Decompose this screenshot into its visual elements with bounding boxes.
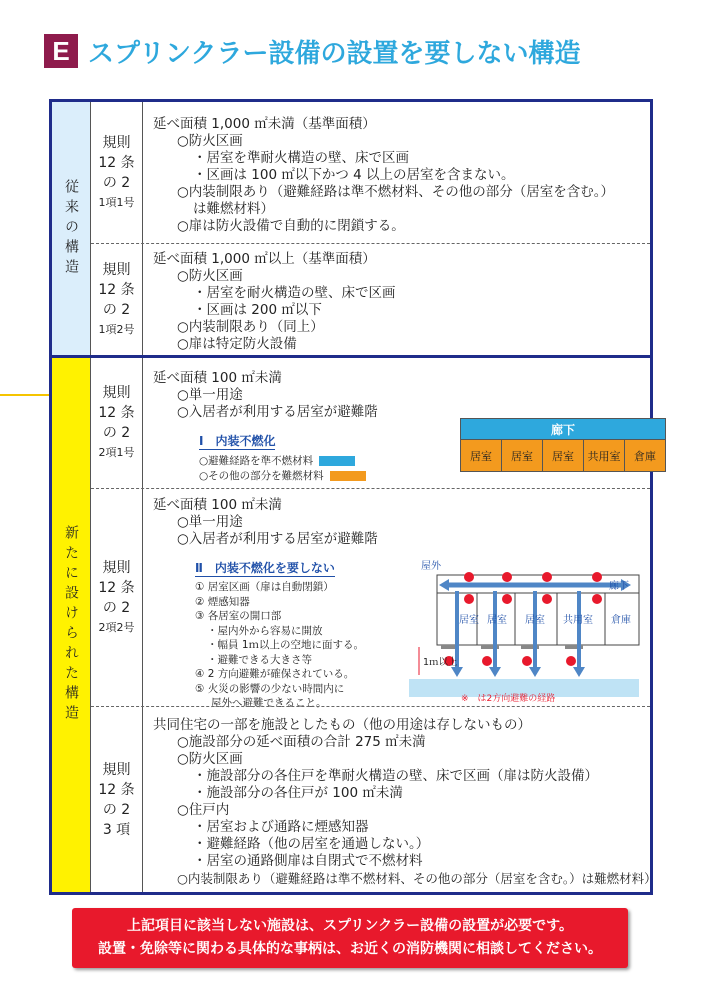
room-label: 倉庫 [625, 440, 666, 472]
side-connector-line [0, 394, 50, 396]
point-item: 屋外へ避難できること。 [211, 697, 327, 709]
blue-swatch [319, 456, 355, 466]
room-label: 居室 [460, 440, 502, 472]
rule-cell: 規則 12 条 の 2 2項2号 [91, 489, 143, 706]
marker-3 [522, 656, 532, 666]
corridor-label: 廊下 [460, 418, 666, 440]
legend-block [199, 430, 366, 484]
route-note: ※ は2方向避難の経路 [461, 694, 556, 704]
section-badge: E [44, 34, 78, 68]
outside-label: 屋外 [421, 561, 441, 572]
room-label: 居室 [459, 615, 479, 626]
table-row [91, 488, 650, 709]
legend-item: ○避難経路を準不燃材料 [199, 455, 314, 467]
marker-3 [482, 656, 492, 666]
footer-notice [72, 908, 628, 968]
orange-swatch [330, 471, 366, 481]
point-item: ・避難できる大きさ等 [207, 653, 312, 666]
marker-2 [502, 594, 512, 604]
points-block [195, 557, 364, 711]
dimension-label: 1ｍ以上 [423, 657, 458, 668]
point-item: ・屋内外から容易に開放 [207, 624, 323, 637]
row-content: 共同住宅の一部を施設としたもの（他の用途は存しないもの） ○施設部分の延べ面積の合計 275 ㎡未満 ○防火区画 ・施設部分の各住戸を準耐火構造の壁、床で区画（扉は防火設備） ・施設部分の各住戸が 100 ㎡未満 ○住戸内 ・居室および通路に煙感知器 ・避難経路（他の居室を通過しない。） ・居室の通路側扉は自閉式で不燃材料 ○内装制限あり（避難経路は準不燃材料、その他の部分（居室を含む。）は難燃材料） [153, 717, 657, 886]
room-label: 共用室 [584, 440, 625, 472]
legend-item: ○その他の部分を難燃材料 [199, 470, 324, 482]
notice-line-1: 上記項目に該当しない施設は、スプリンクラー設備の設置が必要です。 [126, 918, 574, 934]
room-label: 共用室 [563, 615, 593, 626]
room-label: 居室 [525, 615, 545, 626]
row-content: 延べ面積 100 ㎡未満 ○単一用途 ○入居者が利用する居室が避難階 [153, 370, 378, 420]
section-label-new: 新たに設けられた構造 [52, 358, 91, 892]
point-item: ・幅員 1ｍ以上の空地に面する。 [207, 639, 365, 651]
point-item: ③ 各居室の開口部 [195, 610, 282, 622]
marker-1 [502, 572, 512, 582]
subsection-title: Ⅱ 内装不燃化を要しない [195, 561, 335, 575]
marker-2 [592, 594, 602, 604]
page-title: スプリンクラー設備の設置を要しない構造 [88, 38, 581, 69]
structure-table [49, 99, 657, 895]
room-label: 居室 [487, 615, 507, 626]
marker-3 [566, 656, 576, 666]
rule-cell: 規則 12 条 の 2 3 項 [91, 707, 143, 892]
rule-cell: 規則 12 条 の 2 1項1号 [91, 102, 143, 243]
marker-1 [592, 572, 602, 582]
marker-2 [542, 594, 552, 604]
corridor-label: 廊下 [609, 581, 629, 592]
row-content: 延べ面積 1,000 ㎡未満（基準面積） ○防火区画 ・居室を準耐火構造の壁、床で区画 ・区画は 100 ㎡以下かつ 4 以上の居室を含まない。 ○内装制限あり（避難経路は準不燃材料、その他の部分（居室を含む。） は難燃材料） ○扉は防火設備で自動的に閉鎖する。 [153, 116, 615, 234]
section-label-old: 従来の構造 [52, 102, 91, 355]
notice-line-2: 設置・免除等に関わる具体的な事柄は、お近くの消防機関に相談してください。 [98, 941, 602, 957]
point-item: ② 煙感知器 [195, 595, 250, 608]
marker-2 [464, 594, 474, 604]
row-content: 延べ面積 1,000 ㎡以上（基準面積） ○防火区画 ・居室を耐火構造の壁、床で区画 ・区画は 200 ㎡以下 ○内装制限あり（同上） ○扉は特定防火設備 [153, 251, 396, 352]
subsection-title: Ⅰ 内装不燃化 [199, 434, 276, 448]
table-row [91, 358, 656, 488]
page-header [44, 34, 580, 68]
rule-cell: 規則 12 条 の 2 1項2号 [91, 244, 143, 355]
floor-plan-1 [460, 418, 666, 472]
room-label: 倉庫 [611, 615, 631, 626]
marker-1 [542, 572, 552, 582]
point-item: ⑤ 火災の影響の少ない時間内に [195, 682, 345, 695]
marker-1 [464, 572, 474, 582]
point-item: ① 居室区画（扉は自動閉鎖） [195, 581, 334, 593]
point-item: ④ 2 方向避難が確保されている。 [195, 668, 355, 680]
room-label: 居室 [543, 440, 584, 472]
floor-plan-2 [365, 557, 645, 707]
row-content: 延べ面積 100 ㎡未満 ○単一用途 ○入居者が利用する居室が避難階 [153, 497, 378, 547]
table-row [91, 102, 650, 243]
rule-cell: 規則 12 条 の 2 2項1号 [91, 358, 143, 488]
room-label: 居室 [502, 440, 543, 472]
table-row [91, 706, 657, 892]
table-row [91, 243, 650, 355]
